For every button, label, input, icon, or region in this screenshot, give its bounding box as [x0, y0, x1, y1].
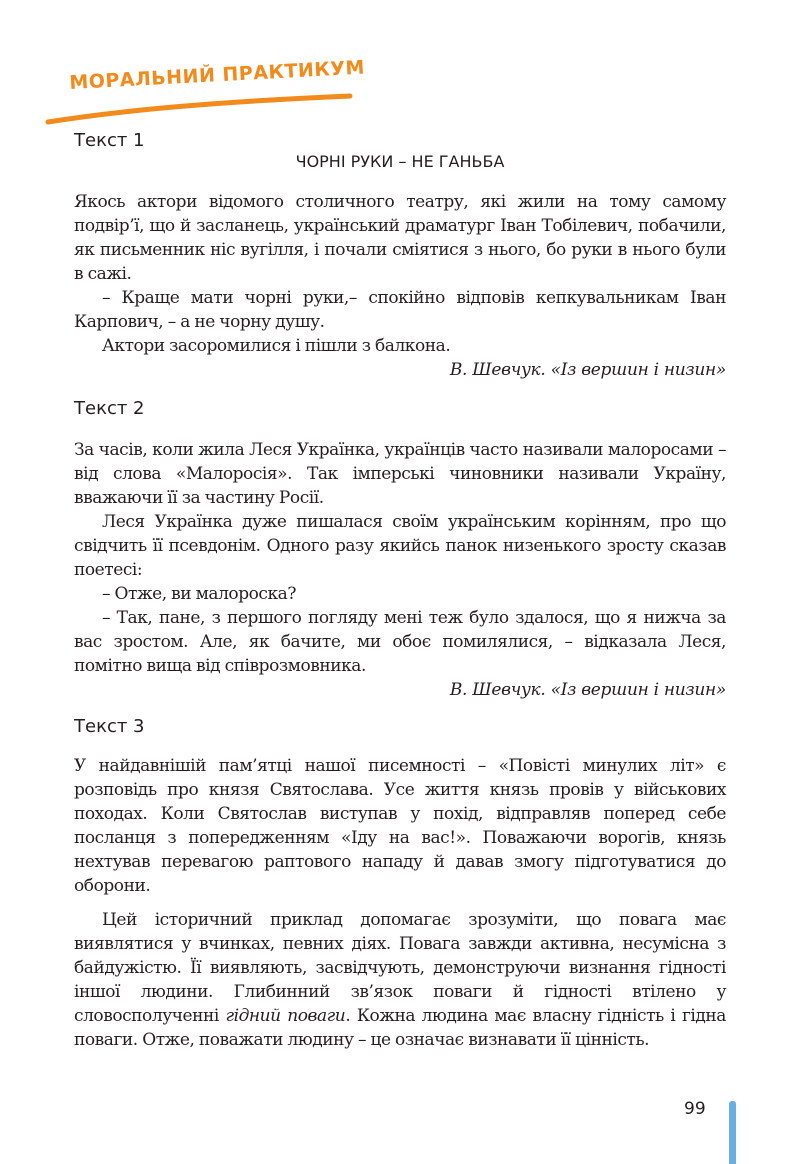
paragraph-text: Цей історичний приклад допомагає зрозуміти, що повага має виявлятися у вчинках, певних діях. Повага завжди активна, несумісна з байдужістю. Її виявляють, засвідчують, демонструючи визнання гідності іншої людини. Глибинний зв’язок поваги й гідності втілено у словосполученні — [74, 910, 726, 1026]
section-title-underline — [44, 88, 356, 128]
paragraph — [74, 908, 726, 1052]
page-number: 99 — [684, 1099, 706, 1119]
paragraph: Леся Українка дуже пишалася своїм українським корінням, про що свідчить її псевдонім. Одного разу якийсь панок низенького зросту сказав поетесі: — [74, 512, 726, 580]
paragraph: За часів, коли жила Леся Українка, українців часто називали малоросами – від слова «Малоросія». Так імперські чиновники називали Україну, вважаючи її за частину Росії. — [74, 440, 726, 508]
section-title: МОРАЛЬНИЙ ПРАКТИКУМ — [68, 56, 366, 94]
page-edge-bar — [729, 1101, 736, 1164]
source-citation: В. Шевчук. «Із вершин і низин» — [449, 360, 726, 380]
text-1-body — [74, 190, 726, 382]
text-3-body — [74, 754, 726, 1052]
source-citation: В. Шевчук. «Із вершин і низин» — [449, 680, 726, 700]
paragraph: – Так, пане, з першого погляду мені теж було здалося, що я нижча за вас зростом. Але, як бачите, ми обоє помилялися, – відказала Леся, помітно вища від співрозмовника. — [74, 608, 726, 676]
story-title: ЧОРНІ РУКИ – НЕ ГАНЬБА — [295, 152, 505, 171]
text-3-label: Текст 3 — [74, 716, 145, 737]
paragraph: Якось актори відомого столичного театру, які жили на тому самому подвір’ї, що й засланець, український драматург Іван Тобілевич, побачили, як письменник ніс вугілля, і почали сміятися з нього, бо руки в нього були в сажі. — [74, 192, 726, 284]
text-2-body — [74, 438, 726, 702]
text-2-label: Текст 2 — [74, 398, 145, 419]
paragraph: – Краще мати чорні руки,– спокійно відповів кепкувальникам Іван Карпович, – а не чорну душу. — [74, 288, 726, 332]
paragraph-text: . Кожна людина має власну гідність і гідна поваги. Отже, поважати людину – це означає визнавати її цінність. — [74, 1006, 726, 1050]
italic-phrase: гідний поваги — [225, 1006, 346, 1026]
paragraph: – Отже, ви малороска? — [102, 584, 297, 604]
paragraph: У найдавнішій пам’ятці нашої писемності – «Повісті минулих літ» є розповідь про князя Святослава. Усе життя князь провів у військових походах. Коли Святослав виступав у похід, відправляв поперед себе посланця з попередженням «Іду на вас!». Поважаючи ворогів, князь нехтував перевагою раптового нападу й давав змогу підготуватися до оборони. — [74, 756, 726, 896]
paragraph: Актори засоромилися і пішли з балкона. — [102, 336, 451, 356]
text-1-label: Текст 1 — [74, 130, 145, 151]
